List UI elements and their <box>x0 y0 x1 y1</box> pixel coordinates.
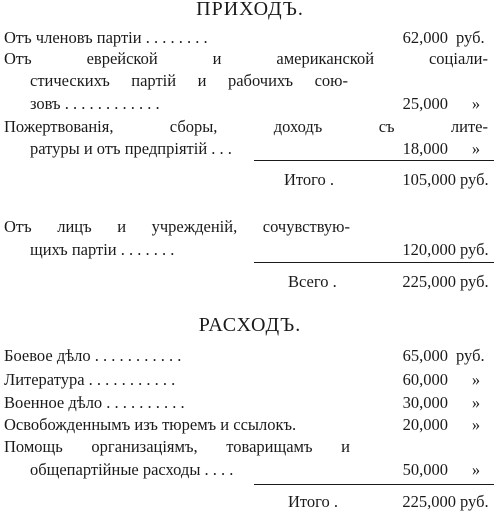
income-row-2-line-1: ратуры и отъ предпріятій . . . <box>30 139 232 158</box>
expense-row-2-amount: 30,000 <box>402 393 448 412</box>
income-total-label: Итого . <box>284 170 335 189</box>
sympathizers-amount: 120,000 <box>402 240 456 259</box>
income-row-1-line-1: стическихъ партій и рабочихъ сою- <box>30 71 348 90</box>
expense-row-2-unit: » <box>471 393 481 412</box>
expense-row-4-line-1: общепартійные расходы . . . . <box>30 460 234 479</box>
expense-row-3-unit: » <box>471 415 481 434</box>
income-grand-label: Всего . <box>288 272 337 291</box>
income-row-2-line-0: Пожертвованія, сборы, доходъ съ лите- <box>4 117 488 136</box>
income-row-1-unit: » <box>471 94 481 113</box>
expense-total-amount: 225,000 <box>402 492 456 511</box>
expense-row-0-amount: 65,000 <box>402 346 448 365</box>
expense-row-0-unit: руб. <box>456 346 485 365</box>
expense-total-label: Итого . <box>288 492 339 511</box>
expense-title: РАСХОДЪ. <box>198 314 302 336</box>
income-row-2-unit: » <box>471 139 481 158</box>
income-grand-unit: руб. <box>460 272 489 291</box>
expense-row-1-unit: » <box>471 370 481 389</box>
income-total-amount: 105,000 <box>402 170 456 189</box>
expense-row-4-line-0: Помощь организаціямъ, товарищамъ и <box>4 437 350 456</box>
income-grand-amount: 225,000 <box>402 272 456 291</box>
sympathizers-line-1: щихъ партіи . . . . . . . <box>30 240 175 259</box>
expense-row-4-unit: » <box>471 460 481 479</box>
income-row-0-line-0: Отъ членовъ партіи . . . . . . . . <box>4 28 208 47</box>
expense-total-rule <box>254 484 494 485</box>
expense-total-unit: руб. <box>460 492 489 511</box>
expense-row-3-amount: 20,000 <box>402 415 448 434</box>
expense-row-3-line-0: Освобожденнымъ изъ тюремъ и ссылокъ. <box>4 415 297 434</box>
income-title: ПРИХОДЪ. <box>196 0 304 20</box>
expense-row-4-amount: 50,000 <box>402 460 448 479</box>
income-row-1-amount: 25,000 <box>402 94 448 113</box>
sympathizers-line-0: Отъ лицъ и учрежденій, сочувствую- <box>4 217 350 236</box>
income-total-unit: руб. <box>460 170 489 189</box>
expense-row-1-line-0: Литература . . . . . . . . . . . <box>4 370 176 389</box>
income-row-0-amount: 62,000 <box>402 28 448 47</box>
income-row-1-line-2: зовъ . . . . . . . . . . . . <box>30 94 160 113</box>
income-row-2-amount: 18,000 <box>402 139 448 158</box>
income-row-0-unit: руб. <box>456 28 485 47</box>
income-grand-rule <box>254 262 494 263</box>
expense-row-1-amount: 60,000 <box>402 370 448 389</box>
expense-row-0-line-0: Боевое дѣло . . . . . . . . . . . <box>4 346 182 365</box>
sympathizers-unit: руб. <box>460 240 489 259</box>
income-subtotal-rule <box>254 160 494 161</box>
income-row-1-line-0: Отъ еврейской и американской соціали- <box>4 49 488 68</box>
expense-row-2-line-0: Военное дѣло . . . . . . . . . . <box>4 393 185 412</box>
